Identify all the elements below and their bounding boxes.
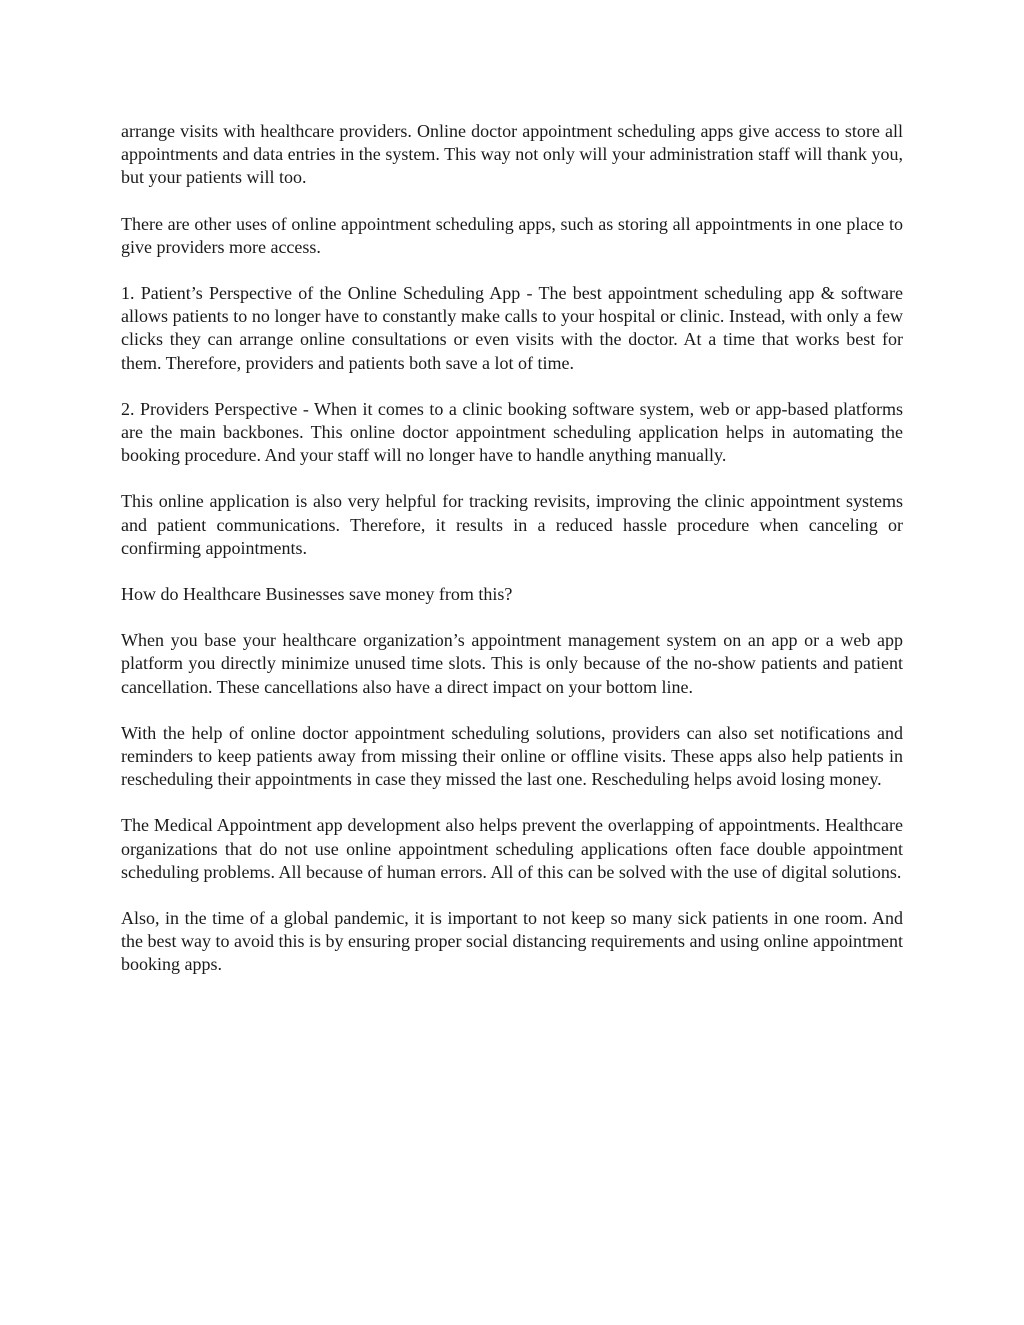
section-question: How do Healthcare Businesses save money from this? bbox=[121, 584, 513, 605]
paragraph: Also, in the time of a global pandemic, it is important to not keep so many sick patients in one room. And the best way to avoid this is by ensuring proper social distancing requirements and using online appointment booking apps. bbox=[121, 908, 903, 975]
paragraph: arrange visits with healthcare providers. Online doctor appointment scheduling apps give access to store all appointments and data entries in the system. This way not only will your administration staff will thank you, but your patients will too. bbox=[121, 121, 903, 188]
paragraph: 2. Providers Perspective - When it comes to a clinic booking software system, web or app-based platforms are the main backbones. This online doctor appointment scheduling application helps in automating the booking procedure. And your staff will no longer have to handle anything manually. bbox=[121, 398, 903, 466]
paragraph: 1. Patient’s Perspective of the Online Scheduling App - The best appointment scheduling app & software allows patients to no longer have to constantly make calls to your hospital or clinic. Instead, with only a few clicks they can arrange online consultations or even visits with the doctor. At a time that works best for them. Therefore, providers and patients both save a lot of time. bbox=[121, 283, 903, 373]
document-page bbox=[121, 120, 903, 1000]
paragraph: The Medical Appointment app development also helps prevent the overlapping of appointments. Healthcare organizations that do not use online appointment scheduling applications often face double appointment scheduling problems. All because of human errors. All of this can be solved with the use of digital solutions. bbox=[121, 815, 903, 882]
paragraph: This online application is also very helpful for tracking revisits, improving the clinic appointment systems and patient communications. Therefore, it results in a reduced hassle procedure when canceling or confirming appointments. bbox=[121, 491, 903, 558]
paragraph: When you base your healthcare organization’s appointment management system on an app or a web app platform you directly minimize unused time slots. This is only because of the no-show patients and patient cancellation. These cancellations also have a direct impact on your bottom line. bbox=[121, 630, 903, 697]
paragraph: There are other uses of online appointment scheduling apps, such as storing all appointments in one place to give providers more access. bbox=[121, 213, 903, 257]
paragraph: With the help of online doctor appointment scheduling solutions, providers can also set notifications and reminders to keep patients away from missing their online or offline visits. These apps also help patients in rescheduling their appointments in case they missed the last one. Rescheduling helps avoid losing money. bbox=[121, 722, 903, 790]
